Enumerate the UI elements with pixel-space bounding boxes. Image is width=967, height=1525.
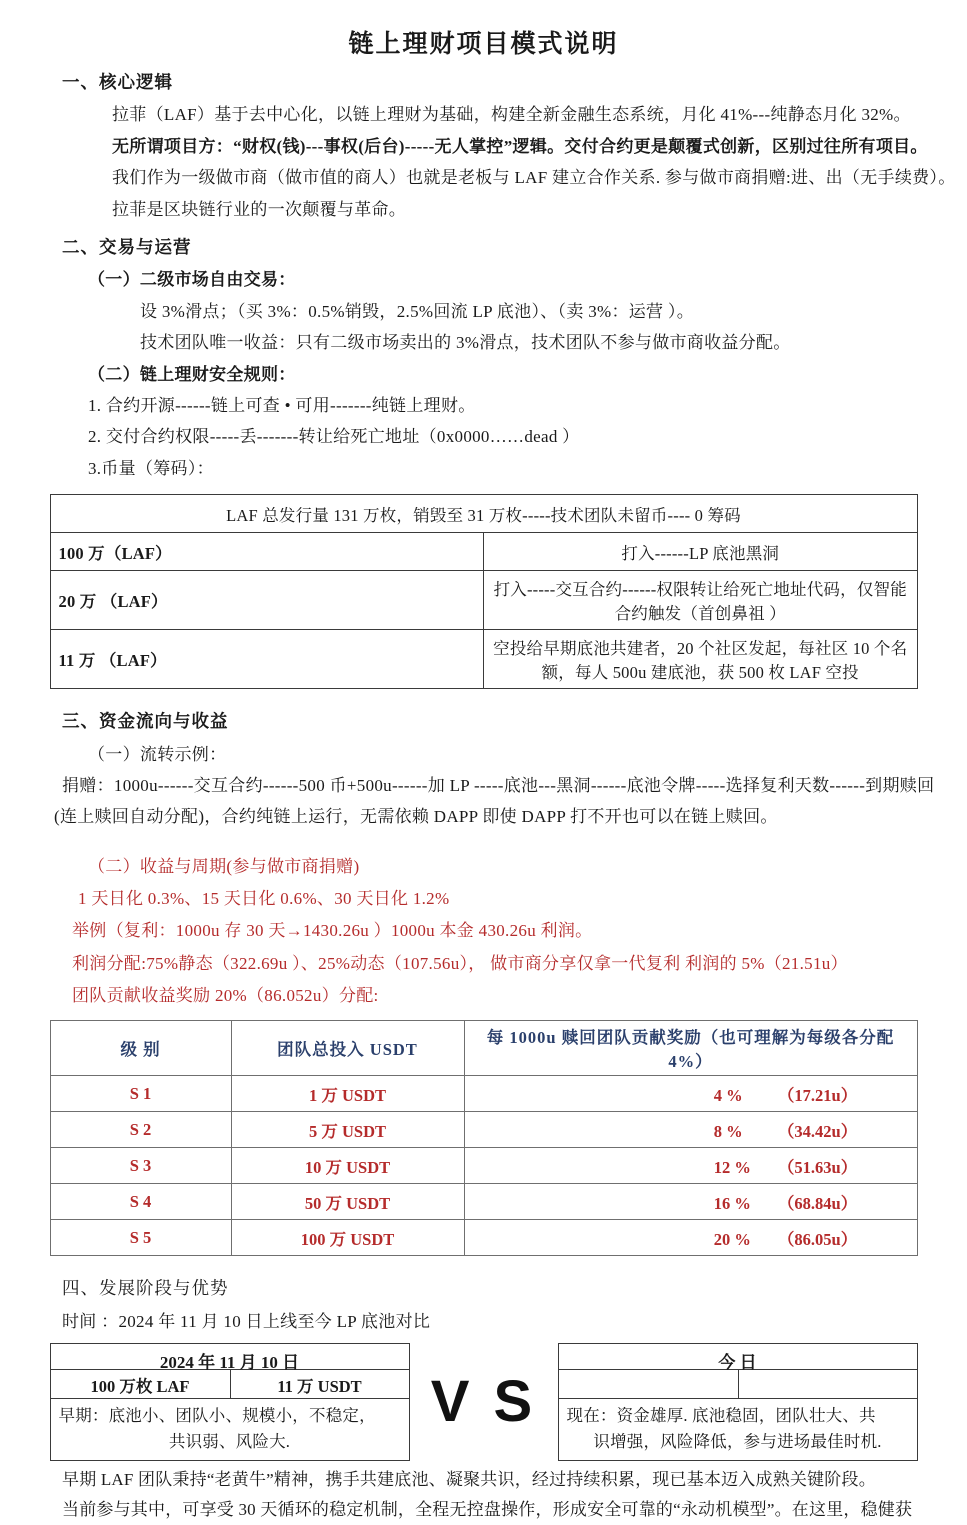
team-level-reward-table xyxy=(50,1020,918,1256)
section-2-sub-2-line-2: 2. 交付合约权限-----丢-------转让给死亡地址（0x0000……dead ） xyxy=(88,427,580,447)
page-title: 链上理财项目模式说明 xyxy=(348,31,619,58)
level-row-2-reward xyxy=(464,1112,917,1148)
section-2-sub-1-title: （一）二级市场自由交易： xyxy=(88,270,296,290)
level-table-header-level: 级 别 xyxy=(50,1021,231,1076)
section-trading-operations xyxy=(0,231,967,484)
level-row-4-pct: 16 % xyxy=(713,1193,751,1213)
section-2-heading: 二、交易与运营 xyxy=(62,237,192,257)
level-row-1-level: S 1 xyxy=(50,1076,231,1112)
vs-left-date: 2024 年 11 月 10 日 xyxy=(51,1344,409,1370)
level-row-2-invest: 5 万 USDT xyxy=(231,1112,464,1148)
vs-left-description xyxy=(51,1399,409,1460)
section-development-stage xyxy=(0,1272,967,1337)
section-2-sub-1-line-1: 设 3%滑点；（买 3%：0.5%销毁，2.5%回流 LP 底池）、（卖 3%：运营 ）。 xyxy=(140,301,695,321)
section-3-sub-1-title: （一）流转示例： xyxy=(88,744,227,764)
level-row-4-level: S 4 xyxy=(50,1184,231,1220)
vs-right-cell-b xyxy=(738,1370,917,1398)
section-1-line-4: 拉菲是区块链行业的一次颠覆与革命。 xyxy=(112,199,407,219)
table-row xyxy=(50,533,917,571)
section-3-sub-2-line-2: 举例（复利：1000u 存 30 天→1430.26u ）1000u 本金 430.26u 利润。 xyxy=(72,921,593,941)
vs-right-panel xyxy=(558,1343,918,1461)
vs-left-desc-line-1: 早期：底池小、团队小、规模小，不稳定， xyxy=(58,1406,376,1426)
table-row xyxy=(50,495,917,533)
table-row xyxy=(50,571,917,630)
coin-table-header: LAF 总发行量 131 万枚，销毁至 31 万枚-----技术团队未留币---- 0 筹码 xyxy=(50,495,917,533)
vs-right-values-row xyxy=(559,1370,917,1399)
vs-left-cell-laf: 100 万枚 LAF xyxy=(90,1377,190,1397)
level-row-5-amount: （86.05u） xyxy=(777,1229,858,1249)
section-2-sub-1-line-2: 技术团队唯一收益：只有二级市场卖出的 3%滑点，技术团队不参与做市商收益分配。 xyxy=(140,333,791,353)
level-row-1-pct: 4 % xyxy=(713,1085,743,1105)
section-yield-cycle xyxy=(0,851,967,1012)
section-3-sub-2-line-3: 利润分配:75%静态（322.69u ）、25%动态（107.56u）， 做市商分享仅拿一代复利 利润的 5%（21.51u） xyxy=(72,953,848,973)
coin-supply-table xyxy=(50,494,918,689)
level-row-1-reward xyxy=(464,1076,917,1112)
level-row-3-invest: 10 万 USDT xyxy=(231,1148,464,1184)
level-row-3-reward xyxy=(464,1148,917,1184)
level-row-1-invest: 1 万 USDT xyxy=(231,1076,464,1112)
level-row-3-pct: 12 % xyxy=(713,1157,751,1177)
section-3-sub-2-line-1: 1 天日化 0.3%、15 天日化 0.6%、30 天日化 1.2% xyxy=(78,889,450,909)
vs-divider xyxy=(410,1343,558,1461)
section-3-sub-2-title: （二）收益与周期(参与做市商捐赠) xyxy=(88,856,360,876)
footer-paragraph xyxy=(0,1465,967,1525)
table-row xyxy=(50,1184,917,1220)
table-header-row xyxy=(50,1021,917,1076)
level-row-5-reward xyxy=(464,1220,917,1256)
level-row-5-pct: 20 % xyxy=(713,1229,751,1249)
level-row-3-amount: （51.63u） xyxy=(777,1157,858,1177)
level-row-3-level: S 3 xyxy=(50,1148,231,1184)
section-fund-flow xyxy=(0,705,967,833)
table-row xyxy=(50,1220,917,1256)
level-row-5-invest: 100 万 USDT xyxy=(231,1220,464,1256)
level-row-4-invest: 50 万 USDT xyxy=(231,1184,464,1220)
level-row-5-level: S 5 xyxy=(50,1220,231,1256)
coin-row-2-body: 打入-----交互合约------权限转让给死亡地址代码，仅智能合约触发（首创鼻祖 ） xyxy=(484,571,918,630)
section-2-sub-2-line-3: 3.币量（筹码）： xyxy=(88,458,214,478)
coin-row-1-body: 打入------LP 底池黑洞 xyxy=(484,533,918,571)
vs-left-desc-line-2: 共识弱、风险大. xyxy=(168,1431,291,1451)
table-row xyxy=(50,1076,917,1112)
level-table-header-reward: 每 1000u 赎回团队贡献奖励（也可理解为每级各分配 4%） xyxy=(464,1021,917,1076)
level-row-2-amount: （34.42u） xyxy=(777,1121,858,1141)
vs-mark-label: V S xyxy=(430,1369,537,1435)
section-3-sub-1-line-2: (连上赎回自动分配)，合约纯链上运行，无需依赖 DAPP 即使 DAPP 打不开也可以在链上赎回。 xyxy=(54,807,778,827)
level-table-header-invest: 团队总投入 USDT xyxy=(231,1021,464,1076)
section-1-line-2: 无所谓项目方：“财权(钱)---事权(后台)-----无人掌控”逻辑。交付合约更是颠覆式创新，区别过往所有项目。 xyxy=(112,136,928,156)
level-row-4-amount: （68.84u） xyxy=(777,1193,858,1213)
section-3-sub-2-line-4: 团队贡献收益奖励 20%（86.052u）分配: xyxy=(72,986,379,1006)
coin-row-3-label: 11 万 （LAF） xyxy=(50,630,484,689)
level-row-2-pct: 8 % xyxy=(713,1121,743,1141)
table-row xyxy=(50,1148,917,1184)
level-row-2-level: S 2 xyxy=(50,1112,231,1148)
level-row-4-reward xyxy=(464,1184,917,1220)
table-row xyxy=(50,630,917,689)
section-1-line-1: 拉菲（LAF）基于去中心化，以链上理财为基础，构建全新金融生态系统，月化 41%---纯静态月化 32%。 xyxy=(112,105,911,125)
vs-right-cell-a xyxy=(559,1370,738,1398)
section-2-sub-2-line-1: 1. 合约开源------链上可查 • 可用-------纯链上理财。 xyxy=(88,396,476,415)
level-row-1-amount: （17.21u） xyxy=(777,1085,858,1105)
table-row xyxy=(50,1112,917,1148)
section-1-heading: 一、核心逻辑 xyxy=(62,72,173,92)
coin-row-1-label: 100 万（LAF） xyxy=(50,533,484,571)
vs-right-desc-line-1: 现在：资金雄厚. 底池稳固，团队壮大、共 xyxy=(566,1406,876,1426)
section-4-heading: 四、发展阶段与优势 xyxy=(62,1278,229,1299)
section-3-heading: 三、资金流向与收益 xyxy=(62,711,229,732)
section-4-time-line: 时间 ：2024 年 11 月 10 日上线至今 LP 底池对比 xyxy=(62,1311,431,1331)
vs-right-description xyxy=(559,1399,917,1460)
coin-row-2-label: 20 万 （LAF） xyxy=(50,571,484,630)
vs-comparison xyxy=(50,1343,918,1461)
footer-line-2: 当前参与其中，可享受 30 天循环的稳定机制，全程无控盘操作，形成安全可靠的“永动机模型”。在这里，稳健获 xyxy=(62,1499,913,1519)
vs-left-values-row xyxy=(51,1370,409,1399)
vs-right-desc-line-2: 识增强，风险降低，参与进场最佳时机. xyxy=(593,1431,882,1451)
footer-line-1: 早期 LAF 团队秉持“老黄牛”精神，携手共建底池、凝聚共识，经过持续积累，现已基本迈入成熟关键阶段。 xyxy=(62,1470,876,1490)
section-2-sub-2-title: （二）链上理财安全规则： xyxy=(88,364,296,384)
section-1-line-3: 我们作为一级做市商（做市值的商人）也就是老板与 LAF 建立合作关系. 参与做市商捐赠:进、出（无手续费）。 xyxy=(112,168,956,188)
vs-right-date: 今 日 xyxy=(559,1344,917,1370)
vs-left-panel xyxy=(50,1343,410,1461)
section-3-sub-1-line-1: 捐赠：1000u------交互合约------500 币+500u------加 LP -----底池---黑洞------底池令牌-----选择复利天数------到期赎回 xyxy=(62,776,935,795)
coin-row-3-body: 空投给早期底池共建者，20 个社区发起，每社区 10 个名额，每人 500u 建底池，获 500 枚 LAF 空投 xyxy=(484,630,918,689)
vs-left-cell-usdt: 11 万 USDT xyxy=(230,1370,409,1398)
section-core-logic xyxy=(0,66,967,225)
